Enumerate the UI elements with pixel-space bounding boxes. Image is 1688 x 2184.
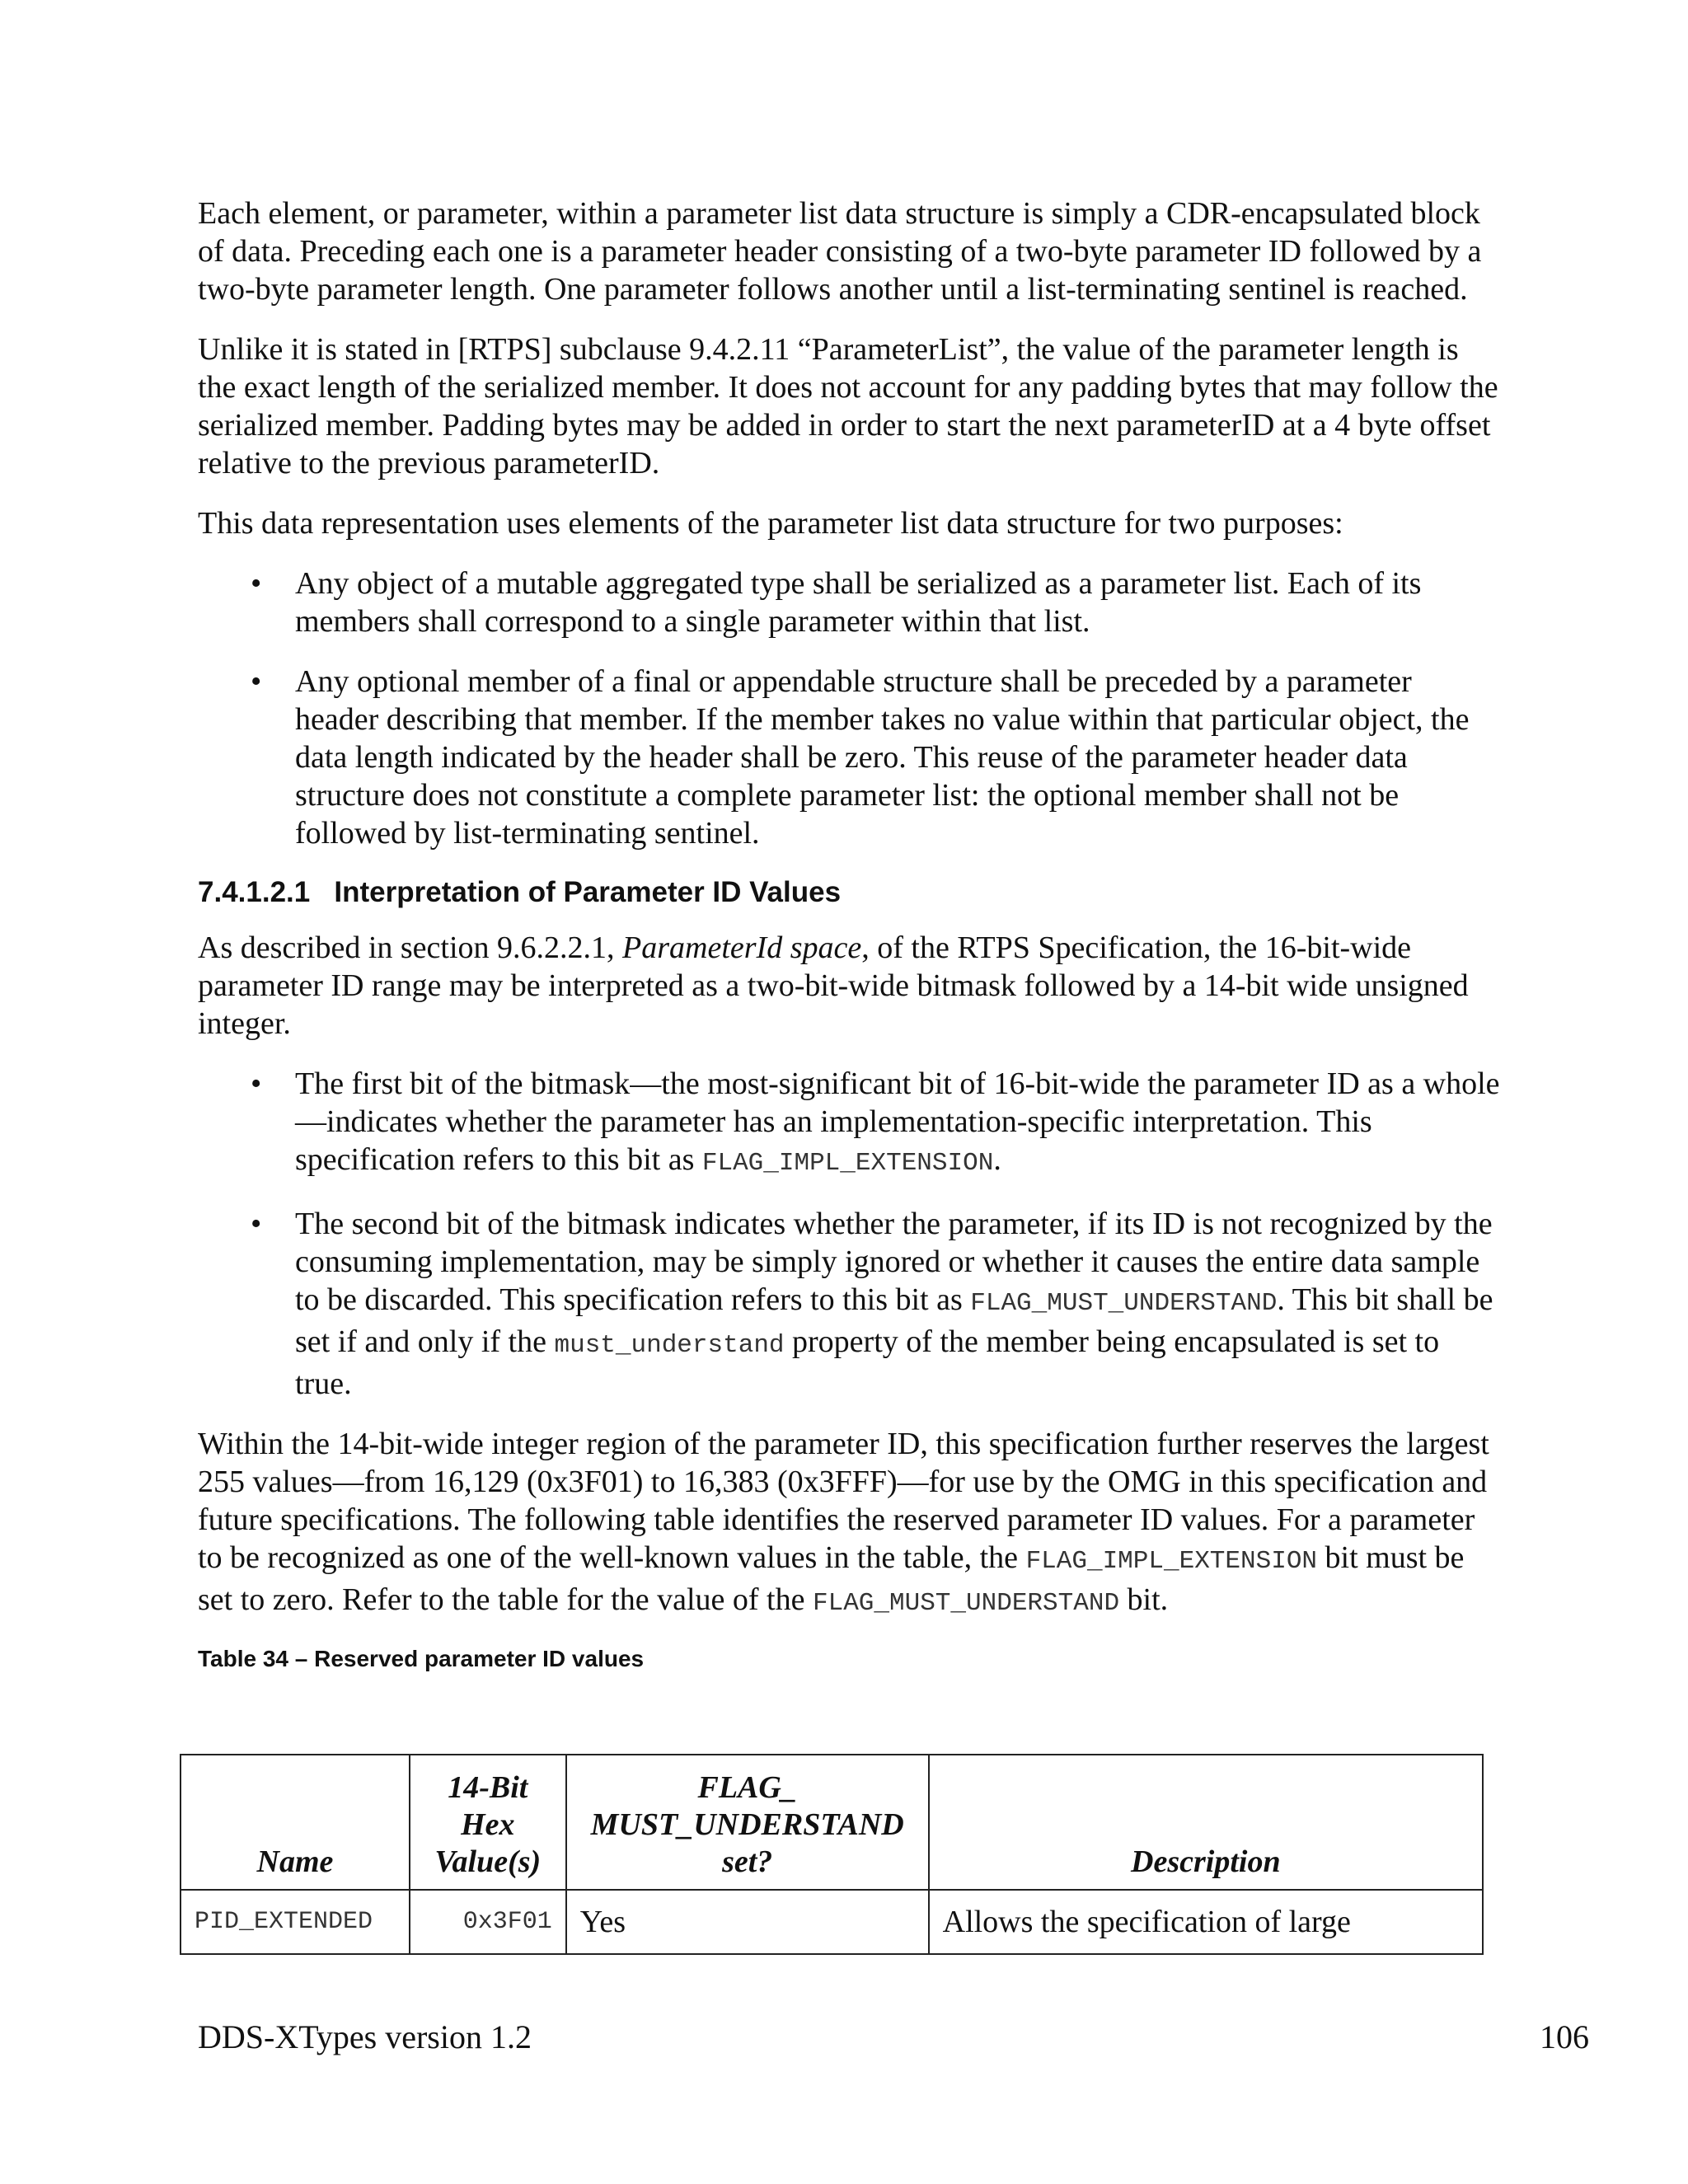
paragraph [198,1425,1500,1623]
text-run: bit must be set to zero. Refer to the table for the value of the [198,1540,1465,1617]
text-run: Within the 14-bit-wide integer region of the parameter ID, this specification further reserves the largest 255 values—from 16,129 (0x3F01) to 16,383 (0x3FFF)—for use by the OMG in this specification and future specifications. The following table identifies the reserved parameter ID values. For a parameter to be recognized as one of the well-known values in the table, the [198,1427,1489,1575]
text-run: . This bit shall be set if and only if the [295,1282,1493,1359]
bullet-icon: • [251,664,262,699]
header-text: set? [722,1844,773,1879]
emphasis-text: ParameterId space [622,930,862,965]
text-run: property of the member being encapsulated is set to true. [295,1324,1440,1401]
header-text: Hex [461,1807,515,1842]
paragraph: Each element, or parameter, within a parameter list data structure is simply a CDR-encapsulated block of data. Preceding each one is a parameter header consisting of a two-byte parameter ID followed by a two-byte parameter length. One parameter follows another until a list-terminating sentinel is reached. [198,196,1482,307]
text-run: bit. [1119,1582,1169,1617]
paragraph: Unlike it is stated in [RTPS] subclause 9.4.2.11 “ParameterList”, the value of the parameter length is the exact length of the serialized member. It does not account for any padding bytes that may follow the serialized member. Padding bytes may be added in order to start the next parameterID at a 4 byte offset relative to the previous parameterID. [198,332,1498,480]
list-item-text: The first bit of the bitmask—the most-significant bit of 16-bit-wide the parameter ID as a whole—indicates whether the parameter has an implementation-specific interpretation. This specification refers to this bit as [295,1066,1500,1177]
column-header-name [181,1755,410,1890]
list-item-text: Any optional member of a final or appendable structure shall be preceded by a parameter header describing that member. If the member takes no value within that particular object, the data length indicated by the header shall be zero. This reuse of the parameter header data structure does not constitute a complete parameter list: the optional member shall not be followed by list-terminating sentinel. [295,664,1470,851]
body-text [198,194,1500,1678]
column-header-flag [566,1755,929,1890]
list-item [247,663,1500,852]
list-item [247,565,1500,640]
code-text: FLAG_IMPL_EXTENSION [701,1149,994,1178]
header-text: FLAG_ [697,1770,797,1805]
bullet-list [247,1065,1500,1403]
cell-flag: Yes [566,1890,929,1954]
list-item-text: The second bit of the bitmask indicates whether the parameter, if its ID is not recognized by the consuming implementation, may be simply ignored or whether it causes the entire data sample to be discarded. This specification refers to this bit as [295,1207,1493,1317]
bullet-icon: • [251,1207,262,1241]
text-run: . [993,1142,1001,1177]
section-title: Interpretation of Parameter ID Values [334,876,842,908]
list-item [247,1065,1500,1183]
bullet-list [247,565,1500,852]
paragraph [198,929,1500,1043]
code-text: FLAG_IMPL_EXTENSION [1025,1547,1318,1576]
column-header-description [929,1755,1483,1890]
column-header-hex [410,1755,566,1890]
code-text: must_understand [554,1331,785,1360]
paragraph: This data representation uses elements of the parameter list data structure for two purposes: [198,506,1343,541]
code-text: FLAG_MUST_UNDERSTAND [812,1589,1120,1618]
section-number: 7.4.1.2.1 [198,876,311,908]
table-row [181,1890,1483,1954]
section-heading [198,874,1500,911]
header-text: MUST_UNDERSTAND [590,1807,904,1842]
cell-description: Allows the specification of large [929,1890,1483,1954]
header-text: Description [1131,1844,1281,1879]
reserved-parameter-table [180,1754,1484,1955]
bullet-icon: • [251,566,262,601]
table-caption: Table 34 – Reserved parameter ID values [198,1646,645,1671]
text-run: As described in section 9.6.2.2.1, [198,930,623,965]
cell-hex: 0x3F01 [410,1890,566,1954]
list-item-text: Any object of a mutable aggregated type shall be serialized as a parameter list. Each of its members shall correspond to a single parameter within that list. [295,566,1422,639]
bullet-icon: • [251,1066,262,1101]
table-header-row [181,1755,1483,1890]
header-text: Value(s) [434,1844,542,1879]
header-text: Name [256,1844,334,1879]
list-item [247,1205,1500,1403]
code-text: FLAG_MUST_UNDERSTAND [970,1289,1278,1318]
footer-document-title: DDS-XTypes version 1.2 [198,2018,532,2055]
cell-name: PID_EXTENDED [181,1890,410,1954]
header-text: 14-Bit [448,1770,528,1805]
text-run: , of the RTPS Specification, the 16-bit-wide parameter ID range may be interpreted as a two-bit-wide bitmask followed by a 14-bit wide unsigned integer. [198,930,1469,1041]
footer-page-number: 106 [1540,2018,1589,2055]
